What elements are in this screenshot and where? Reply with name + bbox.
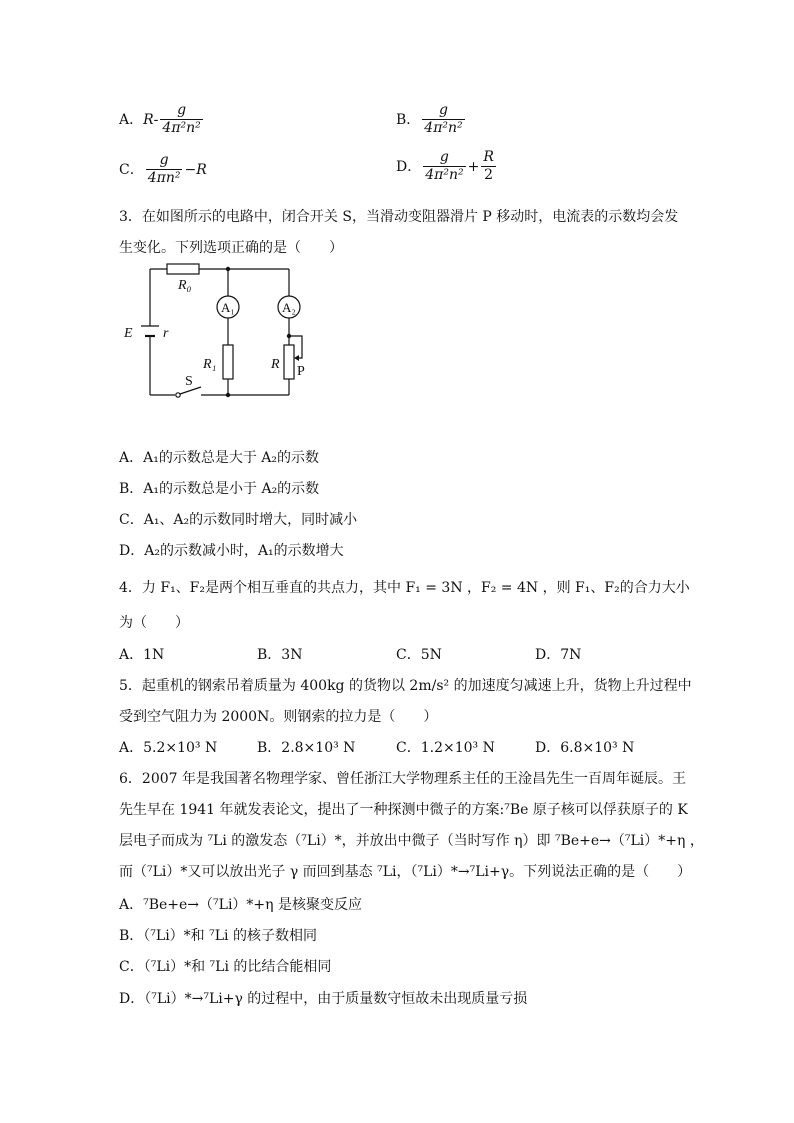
fraction-numerator: g [177,102,187,118]
q6-option-c: C．（⁷Li）*和 ⁷Li 的比结合能相同 [119,959,332,975]
slider-arrow [294,355,299,361]
fraction [422,103,464,137]
fraction [423,150,465,184]
circuit-diagram [115,258,315,403]
q4-option-b: B．3N [257,647,303,663]
fraction-denominator: 2 [481,166,496,183]
q3-option-c: C．A₁、A₂的示数同时增大，同时减小 [119,512,358,528]
q4-option-d: D．7N [535,647,582,663]
fraction-numerator: g [159,152,169,168]
q5-option-c: C．1.2×10³ N [396,740,495,756]
fraction-numerator: R [483,149,494,165]
fraction [160,103,202,137]
option-prefix: R- [143,111,159,128]
junction-dot [287,334,291,338]
q6-option-b: B．（⁷Li）*和 ⁷Li 的核子数相同 [119,928,317,944]
option-label: C． [119,161,144,178]
label-a2: A₂ [282,300,296,315]
fraction-denominator: 4π²n² [162,120,201,137]
q2-option-c [119,153,207,187]
q6-option-a: A．⁷Be+e→（⁷Li）*+η 是核聚变反应 [119,897,362,913]
fraction-denominator: 4π²n² [425,167,464,184]
q2-option-b [396,103,467,137]
q3-stem-line1: 3．在如图所示的电路中，闭合开关 S，当滑动变阻器滑片 P 移动时，电流表的示数均会发 [119,209,679,225]
label-r0: R₀ [178,278,192,293]
q6-option-d: D．（⁷Li）*→⁷Li+γ 的过程中，由于质量数守恒故未出现质量亏损 [119,991,528,1007]
q6-stem-line4: 而（⁷Li）*又可以放出光子 γ 而回到基态 ⁷Li，（⁷Li）*→⁷Li+γ。下列说法正确的是（ ） [119,864,692,880]
switch-contact [176,393,180,397]
fraction-denominator: 4πn² [147,170,181,187]
q5-stem-line1: 5．起重机的钢索吊着质量为 400kg 的货物以 2m/s² 的加速度匀减速上升，货物上升过程中 [119,678,692,694]
rheostat-slider-wire [289,336,302,358]
label-p: P [297,364,305,379]
fraction-denominator: 4π²n² [424,120,463,137]
q6-stem-line3: 层电子而成为 ⁷Li 的激发态（⁷Li）*，并放出中微子（当时写作 η）即 ⁷Be+e→（⁷Li）*+η ， [119,833,704,849]
q6-stem-line1: 6．2007 年是我国著名物理学家、曾任浙江大学物理系主任的王淦昌先生一百周年诞辰。王 [119,771,686,787]
resistor-r0 [167,264,199,274]
q5-option-d: D．6.8×10³ N [535,740,635,756]
option-label: A． [119,111,144,128]
q5-option-a: A．5.2×10³ N [119,740,218,756]
q3-option-a: A．A₁的示数总是大于 A₂的示数 [119,450,320,466]
label-s: S [185,374,193,389]
q3-stem-line2: 生变化。下列选项正确的是（ ） [119,240,343,256]
fraction [146,153,183,187]
q4-stem-line2: 为（ ） [119,615,189,631]
option-label: B． [396,111,421,128]
label-rheostat: R [271,357,280,372]
q5-stem-line2: 受到空气阻力为 2000N。则钢索的拉力是（ ） [119,709,438,725]
q5-option-b: B．2.8×10³ N [257,740,356,756]
fraction-numerator: g [439,149,449,165]
option-suffix: −R [184,161,207,178]
q4-stem-line1: 4．力 F₁、F₂是两个相互垂直的共点力，其中 F₁ = 3N ，F₂ = 4N ，则 F₁、F₂的合力大小 [119,580,690,596]
junction-dot [226,393,230,397]
label-r1: R₁ [203,357,217,372]
q3-option-d: D．A₂的示数减小时，A₁的示数增大 [119,543,344,559]
fraction [481,150,496,184]
label-e: E [124,326,133,341]
q2-option-a [119,103,205,137]
option-label: D． [396,158,422,175]
q6-stem-line2: 先生早在 1941 年就发表论文，提出了一种探测中微子的方案:⁷Be 原子核可以俘获原子的 K [119,802,688,818]
q4-option-c: C．5N [396,647,442,663]
q3-option-b: B．A₁的示数总是小于 A₂的示数 [119,481,320,497]
rheostat-r [284,345,294,379]
resistor-r1 [223,345,233,379]
option-suffix: + [467,158,480,175]
q2-option-d [396,150,498,184]
label-r: r [163,326,169,341]
q4-option-a: A．1N [119,647,165,663]
fraction-numerator: g [438,102,448,118]
label-a1: A₁ [221,300,235,315]
junction-dot [226,267,230,271]
